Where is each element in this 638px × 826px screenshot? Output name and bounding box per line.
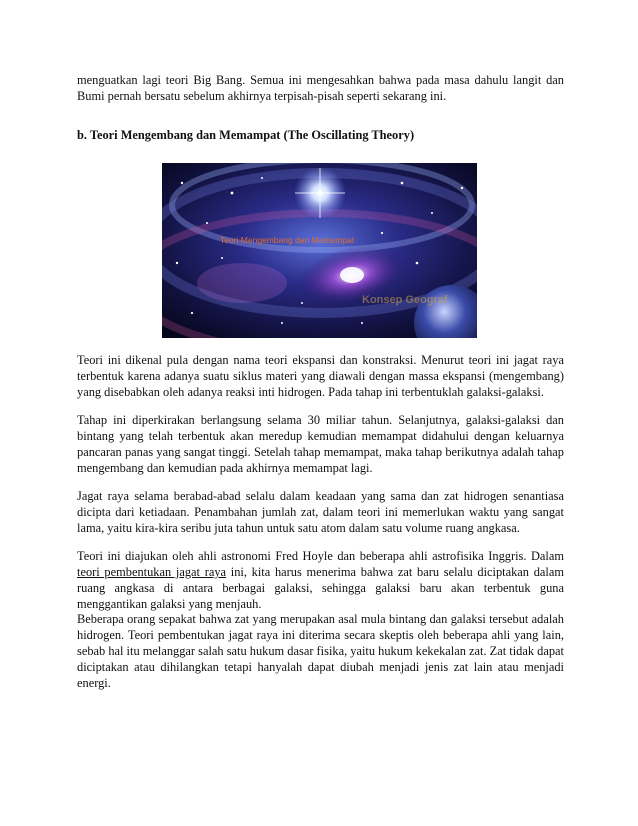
jagat-raya-link[interactable]: teori pembentukan jagat raya xyxy=(77,565,227,579)
galaxy-image xyxy=(162,163,477,338)
paragraph-2: Tahap ini diperkirakan berlangsung selama 30 miliar tahun. Selanjutnya, galaksi-galaksi dan bintang yang telah terbentuk akan meredup kemudian memampat didahului dengan keluarnya pancaran panas yang sangat tinggi. Setelah tahap memampat, maka tahap berikutnya adalah tahap mengembang dan kemudian pada akhirnya memampat lagi. xyxy=(77,413,564,475)
paragraph-5: Beberapa orang sepakat bahwa zat yang merupakan asal mula bintang dan galaksi tersebut adalah hidrogen. Teori pembentukan jagat raya ini diterima secara skeptis oleh beberapa ahli yang lain, sebab hal itu melanggar salah satu hukum dasar fisika, yaitu hukum kekekalan zat. Zat tidak dapat diciptakan atau dihilangkan tetapi hanyalah dapat diubah menjadi jenis zat lain atau menjadi energi. xyxy=(77,612,564,690)
figure-caption: Teori Mengembang dan Memampat xyxy=(220,235,355,245)
paragraph-4-end: ini, kita harus menerima bahwa zat baru selalu diciptakan dalam ruang angkasa di antara berbagai galaksi, sehingga galaksi baru akan terbentuk guna menggantikan galaksi yang menjauh. xyxy=(77,565,564,611)
section-heading: b. Teori Mengembang dan Memampat (The Oscillating Theory) xyxy=(77,128,415,142)
figure-watermark: Konsep Geograf xyxy=(362,294,448,306)
galaxy-illustration xyxy=(162,163,477,338)
paragraph-4 xyxy=(77,548,564,612)
paragraph-4-start: Teori ini diajukan oleh ahli astronomi Fred Hoyle dan beberapa ahli astrofisika Inggris. Dalam xyxy=(77,549,564,563)
paragraph-3: Jagat raya selama berabad-abad selalu dalam keadaan yang sama dan zat hidrogen senantiasa dicipta dari ketiadaan. Penambahan jumlah zat, dalam teori ini memerlukan waktu yang sangat lama, yaitu kira-kira seribu juta tahun untuk satu atom dalam satu volume ruang angkasa. xyxy=(77,489,564,535)
paragraph-1: Teori ini dikenal pula dengan nama teori ekspansi dan konstraksi. Menurut teori ini jagat raya terbentuk karena adanya suatu siklus materi yang diawali dengan massa ekspansi (mengembang) yang disebabkan oleh adanya reaksi inti hidrogen. Pada tahap ini terbentuklah galaksi-galaksi. xyxy=(77,353,564,399)
intro-paragraph: menguatkan lagi teori Big Bang. Semua ini mengesahkan bahwa pada masa dahulu langit dan Bumi pernah bersatu sebelum akhirnya terpisah-pisah seperti sekarang ini. xyxy=(77,73,564,103)
